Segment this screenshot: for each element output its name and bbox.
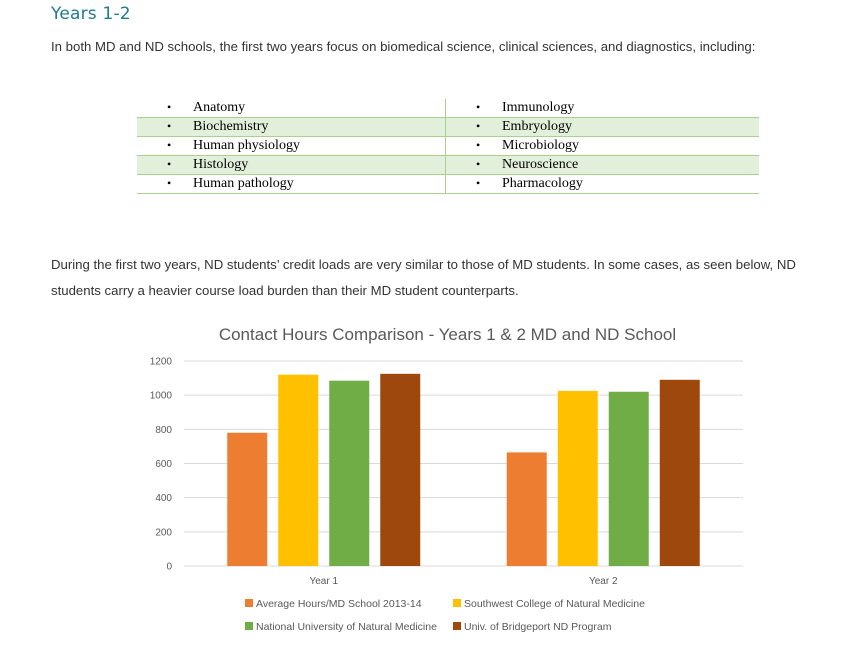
topic-cell	[446, 175, 760, 194]
bullet-icon: •	[167, 119, 172, 133]
section-heading: Years 1-2	[51, 4, 131, 24]
bar	[329, 381, 369, 566]
table-row	[137, 99, 759, 118]
topic-cell	[137, 99, 446, 118]
bar	[507, 452, 547, 566]
y-tick-label: 800	[155, 424, 172, 436]
bullet-icon: •	[167, 176, 172, 190]
topic-label: Pharmacology	[502, 176, 583, 191]
intro-text: In both MD and ND schools, the first two years focus on biomedical science, clinical sciences, and diagnostics, including:	[51, 39, 756, 54]
bar	[380, 374, 420, 566]
y-tick-label: 400	[155, 493, 172, 505]
topic-cell	[137, 175, 446, 194]
topic-label: Microbiology	[502, 138, 579, 153]
topic-label: Neuroscience	[502, 157, 579, 172]
x-tick-label: Year 1	[309, 576, 339, 587]
topics-table	[137, 99, 759, 194]
legend-label: Southwest College of Natural Medicine	[464, 598, 645, 610]
table-row	[137, 137, 759, 156]
bullet-icon: •	[167, 138, 172, 152]
bar	[227, 433, 267, 566]
legend-label: National University of Natural Medicine	[256, 621, 437, 633]
bullet-icon: •	[476, 100, 481, 114]
topic-cell	[446, 156, 760, 175]
bullet-icon: •	[476, 157, 481, 171]
y-tick-label: 200	[155, 527, 172, 539]
contact-hours-chart	[140, 318, 760, 648]
bullet-icon: •	[476, 119, 481, 133]
topic-cell	[446, 99, 760, 118]
legend-label: Univ. of Bridgeport ND Program	[464, 621, 612, 633]
legend-swatch	[453, 599, 461, 607]
table-row	[137, 175, 759, 194]
topic-cell	[137, 137, 446, 156]
topic-label: Histology	[193, 157, 249, 172]
chart-title: Contact Hours Comparison - Years 1 & 2 MD and ND School	[218, 325, 677, 344]
y-tick-label: 1200	[149, 356, 172, 368]
bar	[558, 391, 598, 566]
table-row	[137, 118, 759, 137]
y-tick-label: 1000	[149, 390, 172, 402]
topic-label: Human pathology	[193, 176, 294, 191]
legend-swatch	[245, 622, 253, 630]
body-paragraph: During the first two years, ND students’ credit loads are very similar to those of MD students. In some cases, as seen below, ND students carry a heavier course load burden than their MD student counterparts.	[51, 257, 796, 298]
legend-swatch	[245, 599, 253, 607]
topic-cell	[446, 118, 760, 137]
y-tick-label: 600	[155, 459, 172, 470]
bar	[609, 392, 649, 566]
bar	[660, 380, 700, 566]
legend-label: Average Hours/MD School 2013-14	[256, 598, 422, 610]
bullet-icon: •	[167, 100, 172, 114]
bullet-icon: •	[476, 176, 481, 190]
legend-swatch	[453, 622, 461, 630]
topic-label: Embryology	[502, 119, 572, 134]
topic-label: Immunology	[502, 100, 575, 115]
bar	[278, 375, 318, 566]
bullet-icon: •	[476, 138, 481, 152]
topic-label: Human physiology	[193, 138, 300, 153]
topic-label: Biochemistry	[193, 119, 269, 134]
y-tick-label: 0	[166, 561, 172, 573]
x-tick-label: Year 2	[588, 576, 618, 587]
bullet-icon: •	[167, 157, 172, 171]
table-row	[137, 156, 759, 175]
topic-cell	[137, 118, 446, 137]
topic-label: Anatomy	[193, 100, 246, 115]
topic-cell	[137, 156, 446, 175]
topic-cell	[446, 137, 760, 156]
